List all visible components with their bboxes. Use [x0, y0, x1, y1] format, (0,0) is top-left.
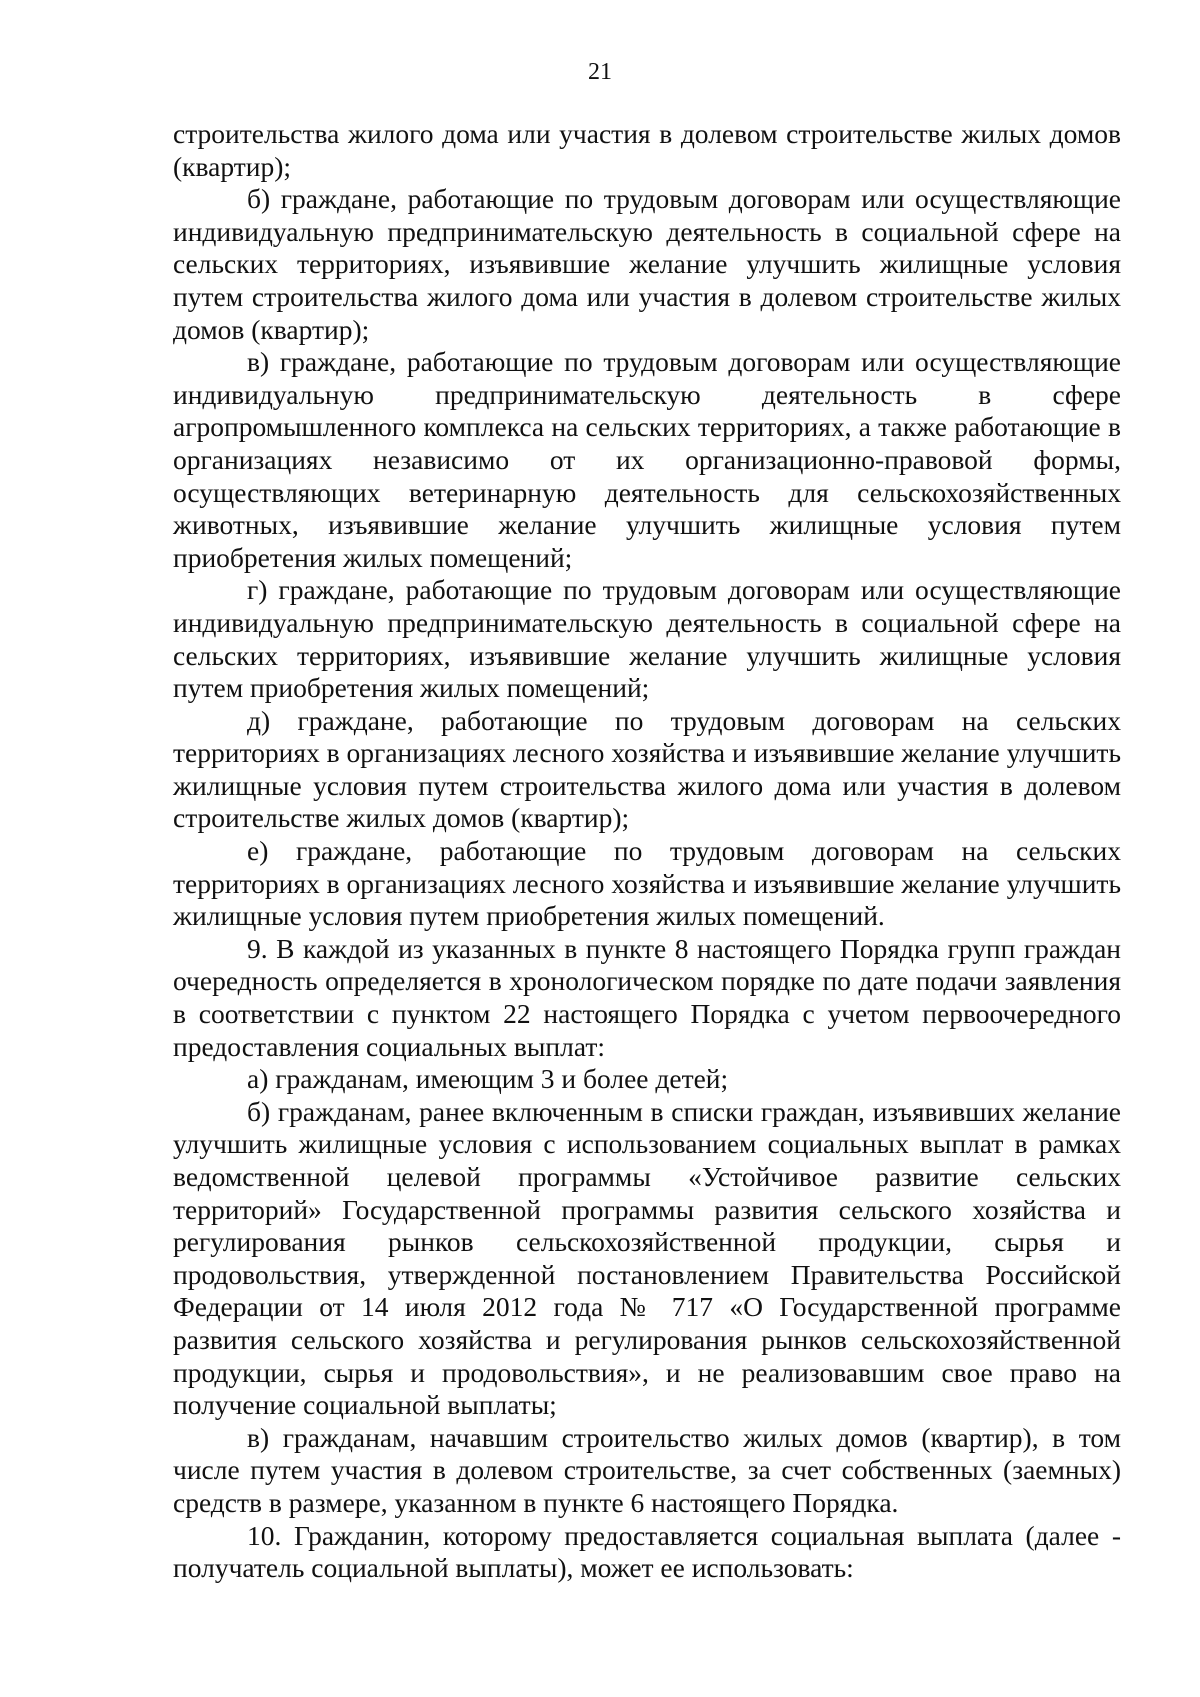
document-body — [173, 118, 1121, 1585]
paragraph-item-b: б) граждане, работающие по трудовым договорам или осуществляющие индивидуальную предпринимательскую деятельность в социальной сфере на сельских территориях, изъявившие желание улучшить жилищные условия путем строительства жилого дома или участия в долевом строительстве жилых домов (квартир); — [173, 183, 1121, 345]
paragraph-clause-9-item-b: б) гражданам, ранее включенным в списки граждан, изъявивших желание улучшить жилищные условия с использованием социальных выплат в рамках ведомственной целевой программы «Устойчивое развитие сельских территорий» Государственной программы развития сельского хозяйства и регулирования рынков сельскохозяйственной продукции, сырья и продовольствия, утвержденной постановлением Правительства Российской Федерации от 14 июля 2012 года № 717 «О Государственной программе развития сельского хозяйства и регулирования рынков сельскохозяйственной продукции, сырья и продовольствия», и не реализовавшим свое право на получение социальной выплаты; — [173, 1095, 1121, 1421]
paragraph-item-e: е) граждане, работающие по трудовым договорам на сельских территориях в организациях лесного хозяйства и изъявившие желание улучшить жилищные условия путем приобретения жилых помещений. — [173, 835, 1121, 932]
paragraph-clause-9-item-a: а) гражданам, имеющим 3 и более детей; — [247, 1063, 729, 1095]
page-number: 21 — [588, 59, 612, 85]
paragraph-continuation: строительства жилого дома или участия в долевом строительстве жилых домов (квартир); — [173, 118, 1121, 182]
paragraph-clause-10: 10. Гражданин, которому предоставляется социальная выплата (далее - получатель социальной выплаты), может ее использовать: — [173, 1519, 1121, 1584]
paragraph-clause-9: 9. В каждой из указанных в пункте 8 настоящего Порядка групп граждан очередность определяется в хронологическом порядке по дате подачи заявления в соответствии с пунктом 22 настоящего Порядка с учетом первоочередного предоставления социальных выплат: — [173, 932, 1121, 1062]
paragraph-item-g: г) граждане, работающие по трудовым договорам или осуществляющие индивидуальную предпринимательскую деятельность в социальной сфере на сельских территориях, изъявившие желание улучшить жилищные условия путем приобретения жилых помещений; — [173, 574, 1121, 704]
paragraph-clause-9-item-v: в) гражданам, начавшим строительство жилых домов (квартир), в том числе путем участия в долевом строительстве, за счет собственных (заемных) средств в размере, указанном в пункте 6 настоящего Порядка. — [173, 1421, 1121, 1518]
paragraph-item-d: д) граждане, работающие по трудовым договорам на сельских территориях в организациях лесного хозяйства и изъявившие желание улучшить жилищные условия путем строительства жилого дома или участия в долевом строительстве жилых домов (квартир); — [173, 704, 1121, 834]
paragraph-item-v: в) граждане, работающие по трудовым договорам или осуществляющие индивидуальную предпринимательскую деятельность в сфере агропромышленного комплекса на сельских территориях, а также работающие в организациях независимо от их организационно-правовой формы, осуществляющих ветеринарную деятельность для сельскохозяйственных животных, изъявившие желание улучшить жилищные условия путем приобретения жилых помещений; — [173, 346, 1121, 573]
